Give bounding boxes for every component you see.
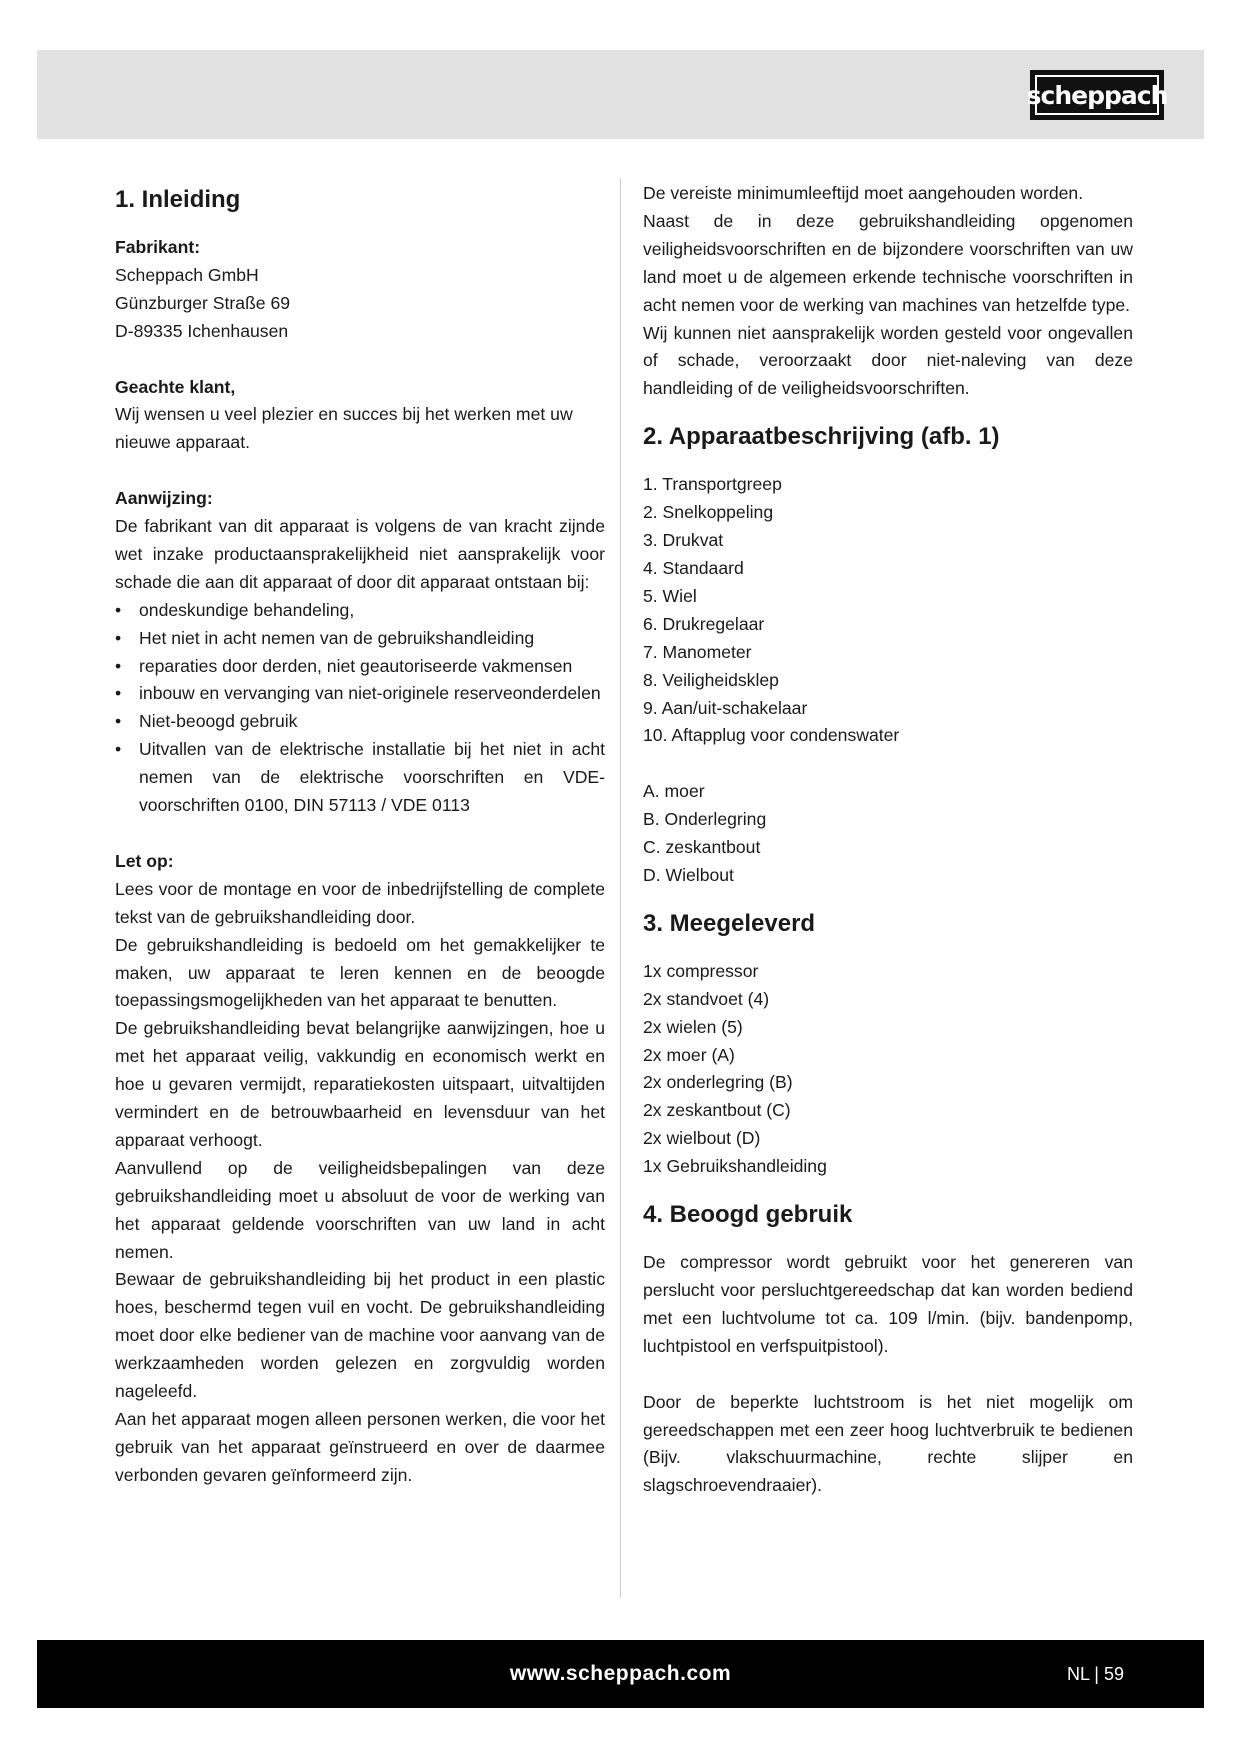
list-item: • Het niet in acht nemen van de gebruikshandleiding (115, 627, 535, 648)
attention-paragraph: De gebruikshandleiding bevat belangrijke aanwijzingen, hoe u met het apparaat veilig, vakkundig en economisch werkt en hoe u gevaren vermijdt, reparatiekosten uitspaart, uitvaltijden vermindert en de betrouwbaarheid en levensduur van het apparaat verhoogt. (115, 1018, 605, 1150)
section-4-title: 4. Beoogd gebruik (643, 1201, 853, 1229)
left-column (115, 180, 605, 1490)
scheppach-logo (1026, 70, 1168, 120)
list-item: 1x compressor (643, 960, 759, 981)
delivered-list (643, 958, 1133, 1181)
manufacturer-line: Scheppach GmbH (115, 264, 259, 285)
manufacturer-line: D-89335 Ichenhausen (115, 320, 289, 341)
logo-text: scheppach (1035, 75, 1159, 115)
list-item: 2x wielbout (D) (643, 1128, 761, 1149)
list-item: 4. Standaard (643, 557, 744, 578)
list-item: B. Onderlegring (643, 809, 767, 830)
list-item: 5. Wiel (643, 585, 697, 606)
note-text: De fabrikant van dit apparaat is volgens de van kracht zijnde wet inzake productaansprakelijkheid niet aansprakelijk voor schade die aan dit apparaat of door dit apparaat ontstaan bij: (115, 516, 605, 592)
liability-list (115, 597, 605, 820)
attention-paragraph: Aanvullend op de veiligheidsbepalingen van deze gebruikshandleiding moet u absoluut de voor de werking van het apparaat geldende voorschriften van uw land in acht nemen. (115, 1157, 605, 1262)
intended-use-paragraph: De compressor wordt gebruikt voor het genereren van perslucht voor persluchtgereedschap dat kan worden bediend met een luchtvolume tot ca. 109 l/min. (bijv. bandenpomp, luchtpistool en verfspuitpistool). (643, 1252, 1133, 1356)
list-item: 2x standvoet (4) (643, 988, 770, 1009)
page-footer (37, 1640, 1204, 1708)
column-divider (620, 178, 621, 1598)
list-item: • reparaties door derden, niet geautoriseerde vakmensen (115, 655, 573, 676)
attention-paragraph: De gebruikshandleiding is bedoeld om het gemakkelijker te maken, uw apparaat te leren kennen en de beoogde toepassingsmogelijkheden van het apparaat te benutten. (115, 934, 605, 1011)
list-item: • ondeskundige behandeling, (115, 599, 355, 620)
intro-paragraph: Wij kunnen niet aansprakelijk worden gesteld voor ongevallen of schade, veroorzaakt door niet-naleving van deze handleiding of de veiligheidsvoorschriften. (643, 322, 1133, 399)
list-item: 6. Drukregelaar (643, 613, 765, 634)
list-item: • Niet-beoogd gebruik (115, 711, 298, 732)
right-column (643, 180, 1133, 1500)
intended-use-paragraph: Door de beperkte luchtstroom is het niet mogelijk om gereedschappen met een zeer hoog luchtverbruik te bedienen (Bijv. vlakschuurmachine, rechte slijper en slagschroevendraaier). (643, 1391, 1133, 1496)
dear-customer-text: Wij wensen u veel plezier en succes bij het werken met uw nieuwe apparaat. (115, 404, 573, 453)
section-3-title: 3. Meegeleverd (643, 909, 816, 937)
list-item: 2x onderlegring (B) (643, 1072, 793, 1093)
dear-customer-label: Geachte klant, (115, 376, 236, 397)
attention-paragraph: Bewaar de gebruikshandleiding bij het product in een plastic hoes, beschermd tegen vuil en vocht. De gebruikshandleiding moet door elke bediener van de machine voor aanvang van de werkzaamheden worden gelezen en zorgvuldig worden nageleefd. (115, 1269, 605, 1402)
note-label: Aanwijzing: (115, 488, 213, 509)
list-item: 7. Manometer (643, 641, 752, 662)
list-item: D. Wielbout (643, 864, 734, 885)
list-item: 2x zeskantbout (C) (643, 1100, 791, 1121)
list-item: A. moer (643, 781, 705, 802)
list-item: C. zeskantbout (643, 837, 761, 858)
list-item: 2. Snelkoppeling (643, 502, 774, 523)
manufacturer-line: Günzburger Straße 69 (115, 292, 291, 313)
website-link[interactable]: www.scheppach.com (509, 1662, 732, 1685)
intro-paragraph: De vereiste minimumleeftijd moet aangehouden worden. (643, 183, 1084, 203)
list-item: 2x wielen (5) (643, 1016, 743, 1037)
list-item: 2x moer (A) (643, 1044, 735, 1065)
page-number: NL | 59 (1066, 1664, 1124, 1684)
list-item: 8. Veiligheidsklep (643, 669, 779, 690)
parts-list (643, 471, 1133, 750)
list-item: • inbouw en vervanging van niet-originele reserveonderdelen (115, 683, 601, 704)
list-item: 9. Aan/uit-schakelaar (643, 697, 808, 718)
manufacturer-label: Fabrikant: (115, 237, 201, 257)
list-item: 1x Gebruikshandleiding (643, 1156, 827, 1177)
section-2-title: 2. Apparaatbeschrijving (afb. 1) (643, 423, 1000, 451)
list-item: 1. Transportgreep (643, 474, 782, 495)
page-header (37, 50, 1204, 139)
list-item: 10. Aftapplug voor condenswater (643, 725, 900, 746)
intro-paragraph: Naast de in deze gebruikshandleiding opgenomen veiligheidsvoorschriften en de bijzondere voorschriften van uw land moet u de algemeen erkende technische voorschriften in acht nemen voor de werking van machines van hetzelfde type. (643, 210, 1133, 315)
attention-paragraph: Lees voor de montage en voor de inbedrijfstelling de complete tekst van de gebruikshandleiding door. (115, 878, 605, 927)
list-item: 3. Drukvat (643, 530, 724, 551)
attention-paragraph: Aan het apparaat mogen alleen personen werken, die voor het gebruik van het apparaat geïnstrueerd en over de daarmee verbonden gevaren geïnformeerd zijn. (115, 1409, 605, 1485)
section-1-title: 1. Inleiding (115, 186, 241, 213)
hardware-list (643, 778, 1133, 890)
list-item: • Uitvallen van de elektrische installatie bij het niet in acht nemen van de elektrische voorschriften en VDE-voorschriften 0100, DIN 57113 / VDE 0113 (115, 739, 605, 816)
attention-label: Let op: (115, 850, 174, 871)
